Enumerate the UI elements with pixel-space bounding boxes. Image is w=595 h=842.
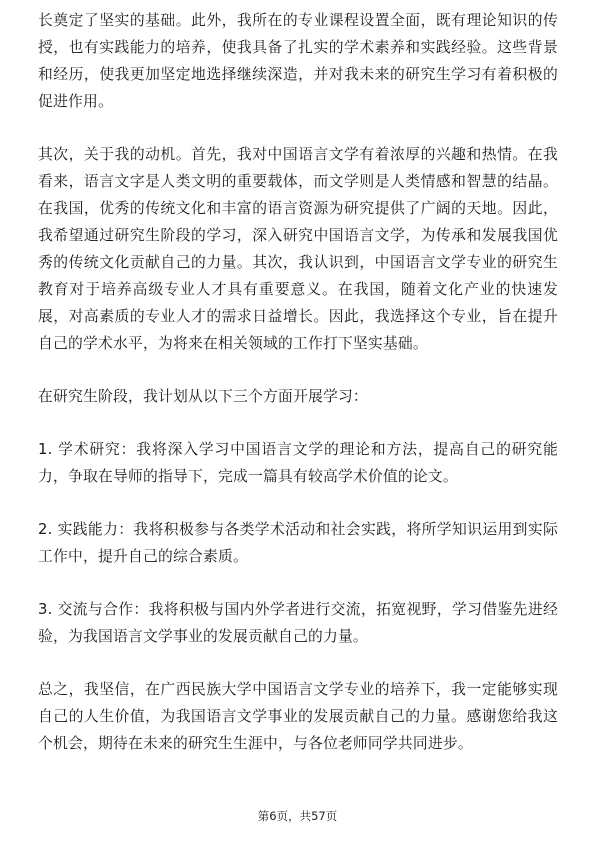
page-number: 第6页，共57页 bbox=[257, 809, 338, 823]
list-item-practice: 2. 实践能力：我将积极参与各类学术活动和社会实践，将所学知识运用到实际工作中，提升自己的综合素质。 bbox=[38, 521, 558, 565]
paragraph-gap bbox=[38, 115, 558, 141]
paragraph-background: 长奠定了坚实的基础。此外，我所在的专业课程设置全面，既有理论知识的传授，也有实践能力的培养，使我具备了扎实的学术素养和实践经验。这些背景和经历，使我更加坚定地选择继续深造，并对我未来的研究生学习有着积极的促进作用。 bbox=[38, 12, 558, 110]
paragraph-gap bbox=[38, 490, 558, 516]
paragraph-gap bbox=[38, 570, 558, 596]
list-item-exchange: 3. 交流与合作：我将积极与国内外学者进行交流，拓宽视野，学习借鉴先进经验，为我国语言文学事业的发展贡献自己的力量。 bbox=[38, 601, 558, 645]
paragraph-plan-intro: 在研究生阶段，我计划从以下三个方面开展学习： bbox=[38, 388, 368, 405]
list-item-research: 1. 学术研究：我将深入学习中国语言文学的理论和方法，提高自己的研究能力，争取在导师的指导下，完成一篇具有较高学术价值的论文。 bbox=[38, 441, 558, 485]
paragraph-motivation: 其次，关于我的动机。首先，我对中国语言文学有着浓厚的兴趣和热情。在我看来，语言文字是人类文明的重要载体，而文学则是人类情感和智慧的结晶。在我国，优秀的传统文化和丰富的语言资源为研究提供了广阔的天地。因此，我希望通过研究生阶段的学习，深入研究中国语言文学，为传承和发展我国优秀的传统文化贡献自己的力量。其次，我认识到，中国语言文学专业的研究生教育对于培养高级专业人才具有重要意义。在我国，随着文化产业的快速发展，对高素质的专业人才的需求日益增长。因此，我选择这个专业，旨在提升自己的学术水平，为将来在相关领域的工作打下坚实基础。 bbox=[38, 146, 558, 352]
paragraph-conclusion: 总之，我坚信，在广西民族大学中国语言文学专业的培养下，我一定能够实现自己的人生价值，为我国语言文学事业的发展贡献自己的力量。感谢您给我这个机会，期待在未来的研究生生涯中，与各位老师同学共同进步。 bbox=[38, 681, 558, 752]
paragraph-gap bbox=[38, 410, 558, 436]
paragraph-gap bbox=[38, 650, 558, 676]
paragraph-gap bbox=[38, 357, 558, 383]
document-body bbox=[38, 7, 558, 757]
